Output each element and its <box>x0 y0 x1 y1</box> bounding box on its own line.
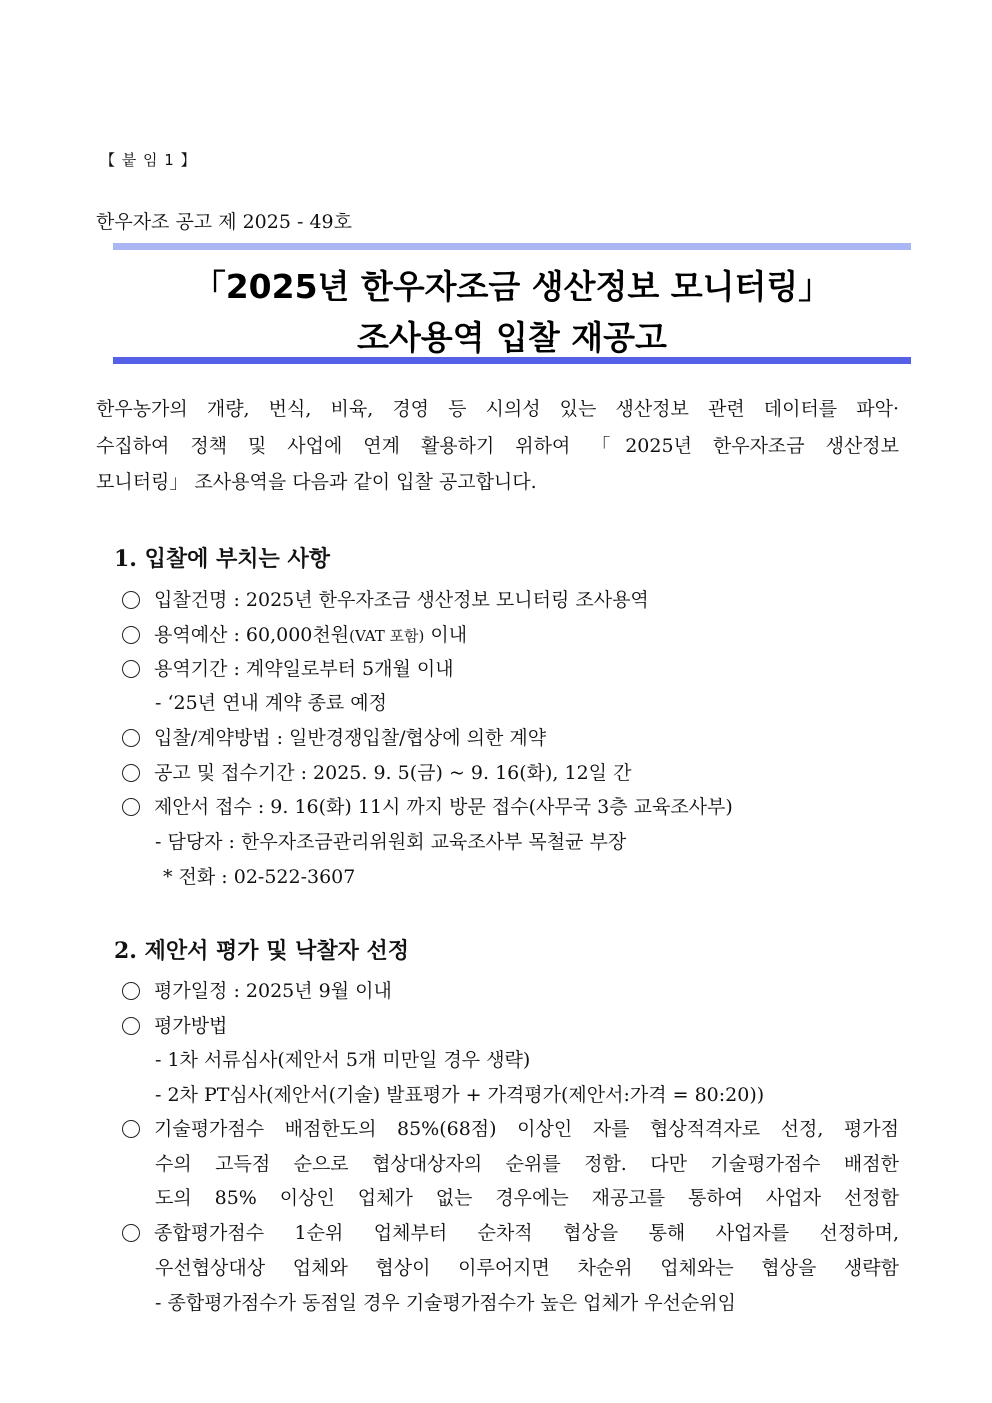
tech-eval-line-1 <box>122 1114 899 1141</box>
circle-bullet-icon <box>122 660 140 678</box>
title-bottom-bar <box>113 357 911 364</box>
circle-bullet-icon <box>122 1120 140 1138</box>
section-1-heading: 1. 입찰에 부치는 사항 <box>114 546 330 572</box>
total-eval-line-2: 우선협상대상 업체와 협상이 이루어지면 차순위 업체와는 협상을 생략함 <box>155 1257 899 1279</box>
bid-item-name <box>122 585 649 612</box>
title-top-bar <box>113 243 911 250</box>
circle-bullet-icon <box>122 982 140 1000</box>
circle-bullet-icon <box>122 626 140 644</box>
bid-method <box>122 723 546 750</box>
total-eval-line-1 <box>122 1218 899 1245</box>
eval-method-text: 평가방법 <box>154 1015 228 1037</box>
attachment-label: 【 붙 임 1 】 <box>100 151 197 169</box>
intro-line-3: 모니터링」 조사용역을 다음과 같이 입찰 공고합니다. <box>96 471 537 493</box>
bid-budget-suffix: 이내 <box>424 624 468 646</box>
intro-line-1: 한우농가의 개량, 번식, 비육, 경영 등 시의성 있는 생산정보 관련 데이터를 파악· <box>96 398 899 420</box>
bid-period <box>122 654 454 681</box>
total-eval-line-1-text: 종합평가점수 1순위 업체부터 순차적 협상을 통해 사업자를 선정하며, <box>154 1222 899 1244</box>
tie-break-rule: - 종합평가점수가 동점일 경우 기술평가점수가 높은 업체가 우선순위임 <box>155 1292 736 1314</box>
eval-method <box>122 1011 227 1038</box>
proposal-submission-text: 제안서 접수 : 9. 16(화) 11시 까지 방문 접수(사무국 3층 교육조사부) <box>154 796 733 818</box>
contact-person: - 담당자 : 한우자조금관리위원회 교육조사부 목철균 부장 <box>155 831 627 853</box>
section-2-heading: 2. 제안서 평가 및 낙찰자 선정 <box>114 938 410 964</box>
bid-budget-vat: (VAT 포함) <box>349 627 425 645</box>
bid-budget-text: 용역예산 : 60,000천원 <box>154 624 350 646</box>
circle-bullet-icon <box>122 729 140 747</box>
proposal-submission <box>122 792 733 819</box>
eval-step-2: - 2차 PT심사(제안서(기술) 발표평가 + 가격평가(제안서:가격 = 80:20)) <box>155 1084 765 1106</box>
title-line-2: 조사용역 입찰 재공고 <box>357 318 667 357</box>
circle-bullet-icon <box>122 591 140 609</box>
bid-method-text: 입찰/계약방법 : 일반경쟁입찰/협상에 의한 계약 <box>154 727 547 749</box>
tech-eval-line-2: 수의 고득점 순으로 협상대상자의 순위를 정함. 다만 기술평가점수 배점한 <box>155 1153 899 1175</box>
notice-period-text: 공고 및 접수기간 : 2025. 9. 5(금) ~ 9. 16(화), 12일 간 <box>154 762 632 784</box>
tech-eval-line-1-text: 기술평가점수 배점한도의 85%(68점) 이상인 자를 협상적격자로 선정, 평가점 <box>154 1118 899 1140</box>
bid-period-note: - ‘25년 연내 계약 종료 예정 <box>155 692 388 714</box>
circle-bullet-icon <box>122 1224 140 1242</box>
title-line-1: 「2025년 한우자조금 생산정보 모니터링」 <box>192 267 832 306</box>
eval-schedule-text: 평가일정 : 2025년 9월 이내 <box>154 980 392 1002</box>
circle-bullet-icon <box>122 798 140 816</box>
contact-phone: * 전화 : 02-522-3607 <box>163 866 356 888</box>
intro-line-2: 수집하여 정책 및 사업에 연계 활용하기 위하여 「2025년 한우자조금 생산정보 <box>96 435 899 457</box>
bid-budget <box>122 620 467 647</box>
eval-schedule <box>122 976 392 1003</box>
circle-bullet-icon <box>122 764 140 782</box>
notice-period <box>122 758 631 785</box>
circle-bullet-icon <box>122 1017 140 1035</box>
notice-number: 한우자조 공고 제 2025 - 49호 <box>96 211 352 233</box>
bid-item-name-text: 입찰건명 : 2025년 한우자조금 생산정보 모니터링 조사용역 <box>154 589 649 611</box>
eval-step-1: - 1차 서류심사(제안서 5개 미만일 경우 생략) <box>155 1049 531 1071</box>
tech-eval-line-3: 도의 85% 이상인 업체가 없는 경우에는 재공고를 통하여 사업자 선정함 <box>155 1187 899 1209</box>
bid-period-text: 용역기간 : 계약일로부터 5개월 이내 <box>154 658 454 680</box>
